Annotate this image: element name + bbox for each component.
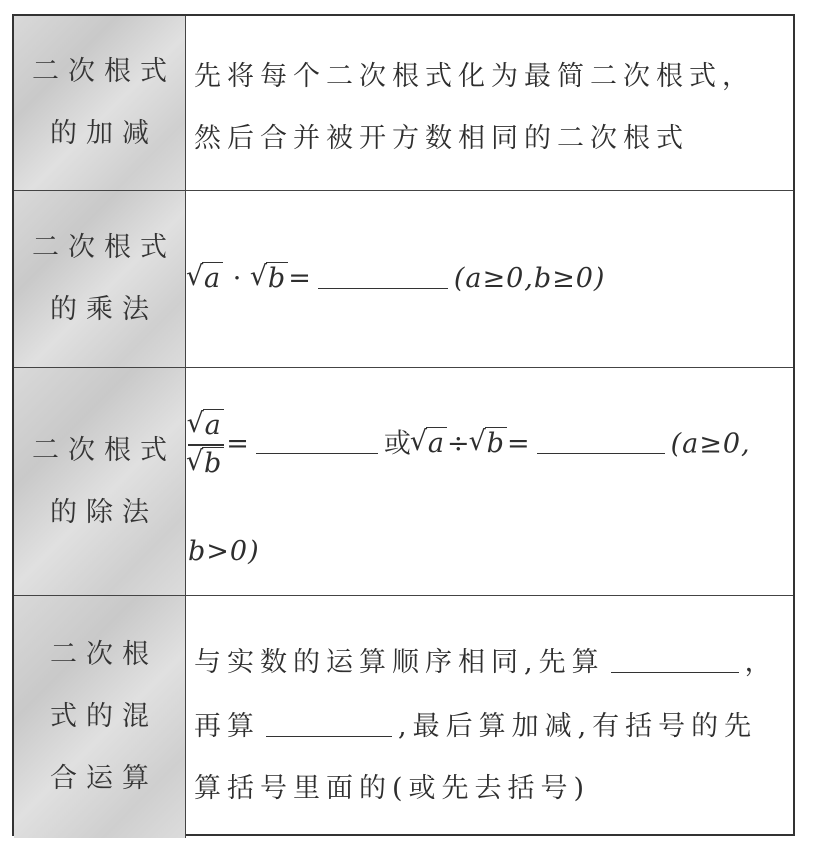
dot-operator: ·: [232, 263, 243, 294]
text-line: 先将每个二次根式化为最简二次根式，: [194, 61, 755, 92]
text-segment: ，: [744, 647, 778, 678]
or-text: 或: [383, 428, 412, 460]
text-segment: 再算: [194, 711, 260, 742]
answer-blank: [318, 287, 448, 289]
summary-table: [12, 14, 795, 836]
condition-text: (a≥0,b≥0): [453, 263, 606, 294]
text-line: 然后合并被开方数相同的二次根式: [194, 123, 689, 154]
answer-blank: [266, 735, 392, 737]
sqrt-b: √ b: [471, 428, 507, 459]
answer-blank: [256, 452, 378, 454]
row-header-line: 合运算: [50, 763, 158, 794]
condition-text-continued: b>0): [188, 536, 260, 567]
sqrt-b: √ b: [252, 263, 288, 294]
equals-sign: =: [288, 263, 312, 294]
row-header-multiplication: [14, 191, 186, 367]
multiplication-formula: [188, 263, 605, 294]
row-header-line: 二次根: [50, 639, 158, 670]
row-body-division: [186, 368, 793, 595]
answer-blank: [537, 452, 665, 454]
row-header-addition: [14, 16, 186, 190]
row-header-mixed-operations: [14, 596, 186, 838]
sqrt-a: √ a: [188, 263, 223, 294]
row-header-line: 二次根式: [32, 434, 176, 466]
fraction-sqrt-a-over-sqrt-b: √ a √ b: [188, 408, 224, 482]
text-segment: 与实数的运算顺序相同,先算: [194, 647, 605, 678]
text-segment: ,最后算加减,有括号的先: [398, 711, 758, 742]
table-row-division: [14, 368, 793, 596]
row-header-line: 二次根式: [32, 232, 176, 263]
equals-sign: =: [226, 428, 250, 460]
table-row-multiplication: [14, 191, 793, 368]
row-body-addition: [186, 16, 793, 190]
row-header-line: 二次根式: [32, 56, 176, 87]
text-line: 算括号里面的(或先去括号): [194, 773, 591, 804]
sqrt-a: √ a: [412, 428, 447, 459]
row-header-line: 的乘法: [50, 294, 158, 325]
row-body-multiplication: [186, 191, 793, 367]
row-body-mixed-operations: [186, 596, 793, 838]
text-line: [194, 640, 778, 679]
text-line: [194, 704, 757, 743]
table-row-addition: [14, 16, 793, 191]
row-header-division: [14, 368, 186, 595]
row-header-line: 式的混: [50, 701, 158, 732]
division-formula: [188, 408, 751, 482]
row-header-line: 的加减: [50, 118, 158, 149]
condition-text: (a≥0,: [670, 428, 751, 460]
divide-operator: ÷: [447, 428, 471, 460]
equals-sign: =: [506, 428, 531, 460]
row-header-line: 的除法: [50, 496, 158, 528]
answer-blank: [611, 671, 739, 673]
table-row-mixed-operations: [14, 596, 793, 838]
